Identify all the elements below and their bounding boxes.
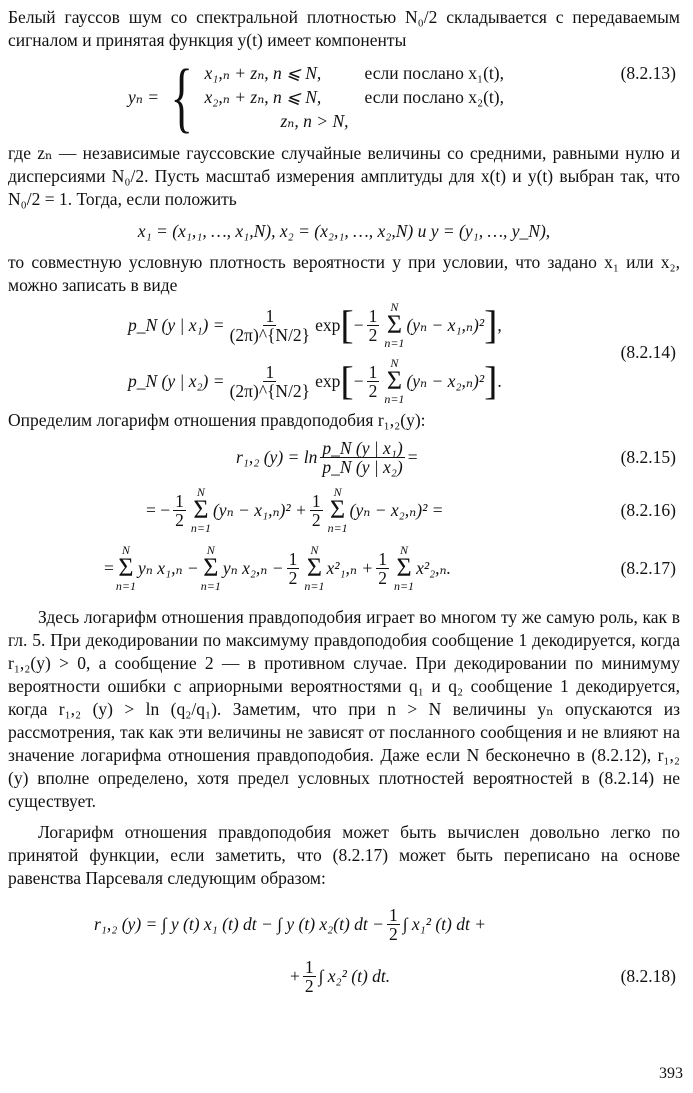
- equation-8-2-16: [8, 482, 680, 538]
- eq16-lead: = −: [146, 499, 171, 520]
- page-body: [8, 6, 680, 1002]
- vectors-text: x₁ = (x₁,₁, …, x₁,N), x₂ = (x₂,₁, …, x₂,N) и y = (y₁, …, y_N),: [137, 220, 551, 241]
- eq14-exp2: exp: [315, 370, 341, 391]
- eq16-sum2: N Σ n=1: [327, 485, 348, 535]
- eq18-half1: $\frac{1}{2}$: [388, 904, 398, 944]
- eq17-sum1: N Σ n=1: [115, 543, 136, 593]
- paragraph-parseval: Логарифм отношения правдоподобия может быть вычислен довольно легко по принятой функции, если заметить, что (8.2.17) может быть переписано на основе равенства Парсеваля следующим образом:: [8, 822, 680, 888]
- eq14-frac1: $\frac{1}{(2\pi)\^{}\{N/2\}}$: [229, 305, 311, 345]
- eq14-half1: $\frac{1}{2}$: [368, 305, 378, 345]
- eq14-term2: (yₙ − x₂,ₙ)²: [406, 370, 485, 391]
- eq15-lhs: r₁,₂ (y) = ln: [236, 446, 318, 467]
- eq18-line1a: r₁,₂ (y) = ∫ y (t) x₁ (t) dt − ∫ y (t) x₂(t) dt −: [94, 913, 384, 934]
- eq17-term1: yₙ x₁,ₙ −: [137, 557, 199, 578]
- eq14-line2: p_N (y | x₂) = $\frac{1}{(2\pi)\^{}\{N/2\}}$ exp [ − $\frac{1}{2}$ N Σ n=1 (yₙ − x₂,ₙ)² ] .: [128, 356, 502, 406]
- page-number: 393: [659, 1065, 683, 1082]
- eq13-cond1: если послано x₁(t),: [364, 63, 504, 83]
- paragraph-define-llr: Определим логарифм отношения правдоподобия r₁,₂(y):: [8, 410, 426, 430]
- eq16-term2: (yₙ − x₂,ₙ)² =: [349, 499, 444, 520]
- eq13-case3: zₙ, n > N,: [280, 111, 349, 131]
- eq14-exp1: exp: [315, 314, 341, 335]
- eq17-half2: $\frac{1}{2}$: [378, 548, 387, 588]
- eq13-lhs: yₙ =: [128, 86, 160, 107]
- eq17-term3: x²₁,ₙ +: [326, 557, 374, 578]
- eq15-frac: $\frac{\text{p\_N (y | x₁)}}{\text{p\_N (y | x₂)}}$: [322, 437, 403, 477]
- eq17-number: (8.2.17): [620, 557, 676, 578]
- eq14-number: (8.2.14): [620, 342, 676, 362]
- vectors-definition: [8, 211, 680, 251]
- eq14-frac2: $\frac{1}{(2\pi)\^{}\{N/2\}}$: [229, 361, 311, 401]
- eq18-line2: [8, 950, 680, 1002]
- eq16-half2: $\frac{1}{2}$: [311, 490, 321, 530]
- eq18-number: (8.2.18): [620, 965, 676, 986]
- eq14-half2: $\frac{1}{2}$: [368, 361, 378, 401]
- cases-brace: {: [170, 53, 194, 140]
- eq15-tail: =: [407, 446, 418, 467]
- eq17-sum2: N Σ n=1: [200, 543, 221, 593]
- eq16-half1: $\frac{1}{2}$: [175, 490, 184, 530]
- eq17-half1: $\frac{1}{2}$: [288, 548, 298, 588]
- eq18-line1b: ∫ x₁² (t) dt +: [402, 913, 487, 934]
- eq14-line1: p_N (y | x₁) = $\frac{1}{(2\pi)\^{}\{N/2\}}$ exp [ − $\frac{1}{2}$ N Σ n=1 (yₙ − x₁,ₙ)² ] ,: [128, 300, 502, 350]
- eq13-number: (8.2.13): [620, 63, 676, 83]
- eq17-term4: x²₂,ₙ.: [416, 557, 452, 578]
- equation-8-2-13: [8, 54, 680, 140]
- equation-8-2-14: [8, 297, 680, 409]
- eq18-line2b: ∫ x₂² (t) dt.: [318, 965, 391, 986]
- eq14-lhs2: p_N (y | x₂) =: [128, 370, 225, 391]
- eq18-line2a: +: [290, 965, 300, 986]
- eq17-term2: yₙ x₂,ₙ −: [222, 557, 284, 578]
- eq13-case2: x₂,ₙ + zₙ, n ⩽ N,: [204, 87, 322, 107]
- equation-8-2-18: [8, 898, 680, 1002]
- eq17-lead: =: [104, 557, 114, 578]
- eq15-number: (8.2.15): [620, 446, 676, 467]
- eq18-half2: $\frac{1}{2}$: [304, 956, 314, 996]
- eq14-lhs1: p_N (y | x₁) =: [128, 314, 225, 335]
- eq18-line1: [8, 898, 680, 950]
- eq14-term1: (yₙ − x₁,ₙ)²: [406, 314, 485, 335]
- equation-8-2-15: [8, 432, 680, 482]
- eq17-sum3: N Σ n=1: [304, 543, 325, 593]
- eq14-sum1: N Σ n=1: [384, 300, 405, 350]
- eq13-cases: [205, 61, 505, 133]
- eq13-case1: x₁,ₙ + zₙ, n ⩽ N,: [204, 63, 322, 83]
- paragraph-joint-density: то совместную условную плотность вероятности y при условии, что задано x₁ или x₂, можно записать в виде: [8, 252, 680, 295]
- paragraph-gaussian: где zₙ — независимые гауссовские случайные величины со средними, равными нулю и дисперсиями N₀/2. Пусть масштаб измерения амплитуды для x(t) и y(t) выбран так, что N₀/2 = 1. Тогда, если положить: [8, 143, 680, 209]
- eq14-sum2: N Σ n=1: [384, 356, 405, 406]
- eq16-number: (8.2.16): [620, 499, 676, 520]
- paragraph-intro: Белый гауссов шум со спектральной плотностью N₀/2 складывается с передаваемым сигналом и принятая функция y(t) имеет компоненты: [8, 7, 680, 50]
- eq13-cond2: если послано x₂(t),: [364, 87, 504, 107]
- eq16-term1: (yₙ − x₁,ₙ)² +: [212, 499, 307, 520]
- eq17-sum4: N Σ n=1: [393, 543, 415, 593]
- equation-8-2-17: [8, 538, 680, 598]
- paragraph-decoding: Здесь логарифм отношения правдоподобия играет во многом ту же самую роль, как в гл. 5. При декодировании по максимуму правдоподобия сообщение 1 декодируется, когда r₁,₂(y) > 0, а сообщение 2 — в противном случае. При декодировании по минимуму вероятности ошибки с априорными вероятностями q₁ и q₂ сообщение 1 декодируется, когда r₁,₂ (y) > ln (q₂/q₁). Заметим, что при n > N величины yₙ опускаются из рассмотрения, так как эти величины не зависят от посланного сообщения и не влияют на значение логарифма отношения правдоподобия. Даже если N бесконечно в (8.2.12), r₁,₂ (y) вполне определено, хотя предел условных плотностей вероятностей в (8.2.14) не существует.: [8, 607, 680, 811]
- eq16-sum1: N Σ n=1: [190, 485, 211, 535]
